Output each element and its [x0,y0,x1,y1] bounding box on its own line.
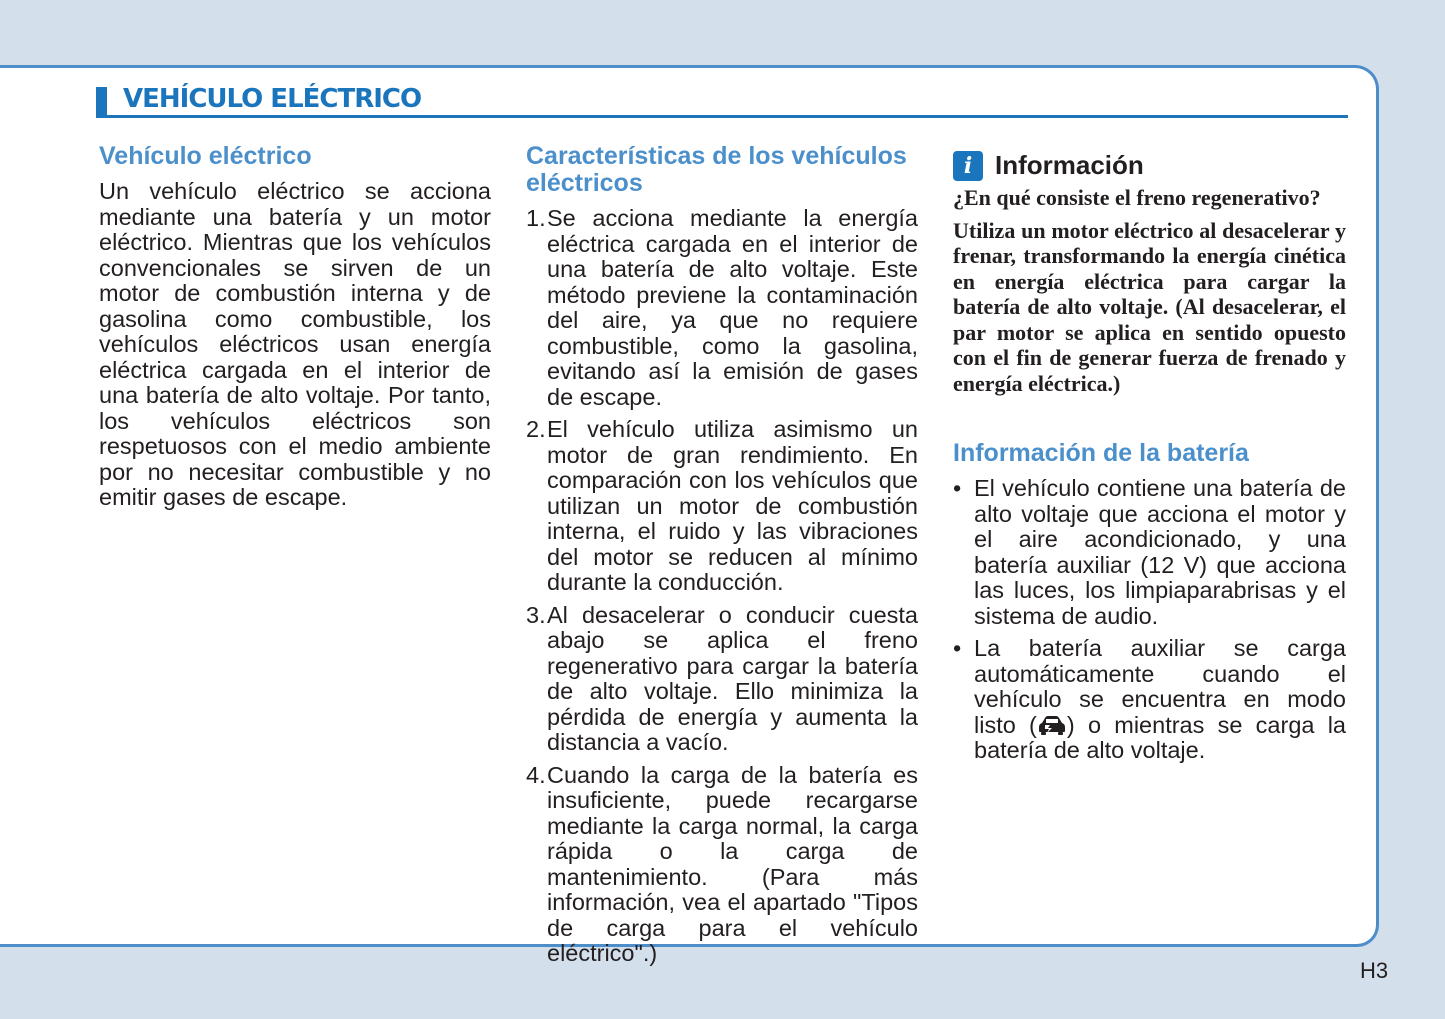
list-item [526,417,918,596]
bullet-dot: • [953,635,962,661]
info-box-header [953,150,1346,181]
section-header-bar [96,87,107,115]
list-item [526,206,918,410]
bullet-text: El vehículo contiene una batería de alto voltaje que acciona el motor y el aire acondicionado, y una batería auxiliar (12 V) que acciona las luces, los limpiaparabrisas y el sistema de audio. [974,475,1346,629]
heading-vehiculo-electrico: Vehículo eléctrico [99,142,312,170]
bullet-dot: • [953,475,962,501]
list-item-number: 2. [526,416,546,442]
info-icon: i [953,151,983,181]
bullet-text-after-icon: ) o mientras se carga la batería de alto voltaje. [974,711,1347,763]
list-item [526,763,918,967]
list-item [526,603,918,756]
section-header [96,84,1348,118]
column-informacion [953,143,1346,771]
list-item [953,636,1346,764]
list-item-number: 4. [526,761,546,788]
list-item-number: 3. [526,601,546,628]
list-item-text: Al desacelerar o conducir cuesta abajo se aplica el freno regenerativo para cargar la batería de alto voltaje. Ello minimiza la pérdida de energía y aumenta la distancia a vacío. [547,601,918,755]
page-number: H3 [1360,958,1389,983]
info-title: Información [995,150,1144,180]
heading-caracteristicas: Características de los vehículos eléctricos [526,142,907,197]
ready-mode-car-icon [1037,714,1067,736]
column-vehiculo-electrico [99,143,491,511]
paragraph-vehiculo-electrico: Un vehículo eléctrico se acciona mediante una batería y un motor eléctrico. Mientras que los vehículos convencionales se sirven de un motor de combustión interna y de gasolina como combustible, los vehículos eléctricos usan energía eléctrica cargada en el interior de una batería de alto voltaje. Por tanto, los vehículos eléctricos son respetuosos con el medio ambiente por no necesitar combustible y no emitir gases de escape. [99,178,491,510]
list-item-text: El vehículo utiliza asimismo un motor de gran rendimiento. En comparación con los vehículos que utilizan un motor de combustión interna, el ruido y las vibraciones del motor se reducen al mínimo durante la conducción. [547,416,918,595]
list-item [953,476,1346,629]
caracteristicas-list [526,206,918,967]
list-item-text: Se acciona mediante la energía eléctrica cargada en el interior de una batería de alto voltaje. Este método previene la contaminación del aire, ya que no requiere combustible, como la gasolina, evitando así la emisión de gases de escape. [547,205,918,410]
info-answer: Utiliza un motor eléctrico al desacelerar y frenar, transformando la energía cinética en energía eléctrica para cargar la batería de alto voltaje. (Al desacelerar, el par motor se aplica en sentido opuesto con el fin de generar fuerza de frenado y energía eléctrica.) [953,217,1346,396]
battery-bullets [953,476,1346,764]
info-question: ¿En qué consiste el freno regenerativo? [953,185,1321,210]
column-caracteristicas [526,143,918,974]
list-item-number: 1. [526,205,546,231]
list-item-text: Cuando la carga de la batería es insuficiente, puede recargarse mediante la carga normal, la carga rápida o la carga de mantenimiento. (Para más información, vea el apartado "Tipos de carga para el vehículo eléctrico".) [547,761,918,966]
heading-informacion-bateria: Información de la batería [953,439,1249,467]
bullet-text-before-icon: La batería auxiliar se carga automáticamente cuando el vehículo se encuentra en modo listo ( [974,635,1346,738]
section-title: VEHÍCULO ELÉCTRICO [123,84,422,114]
